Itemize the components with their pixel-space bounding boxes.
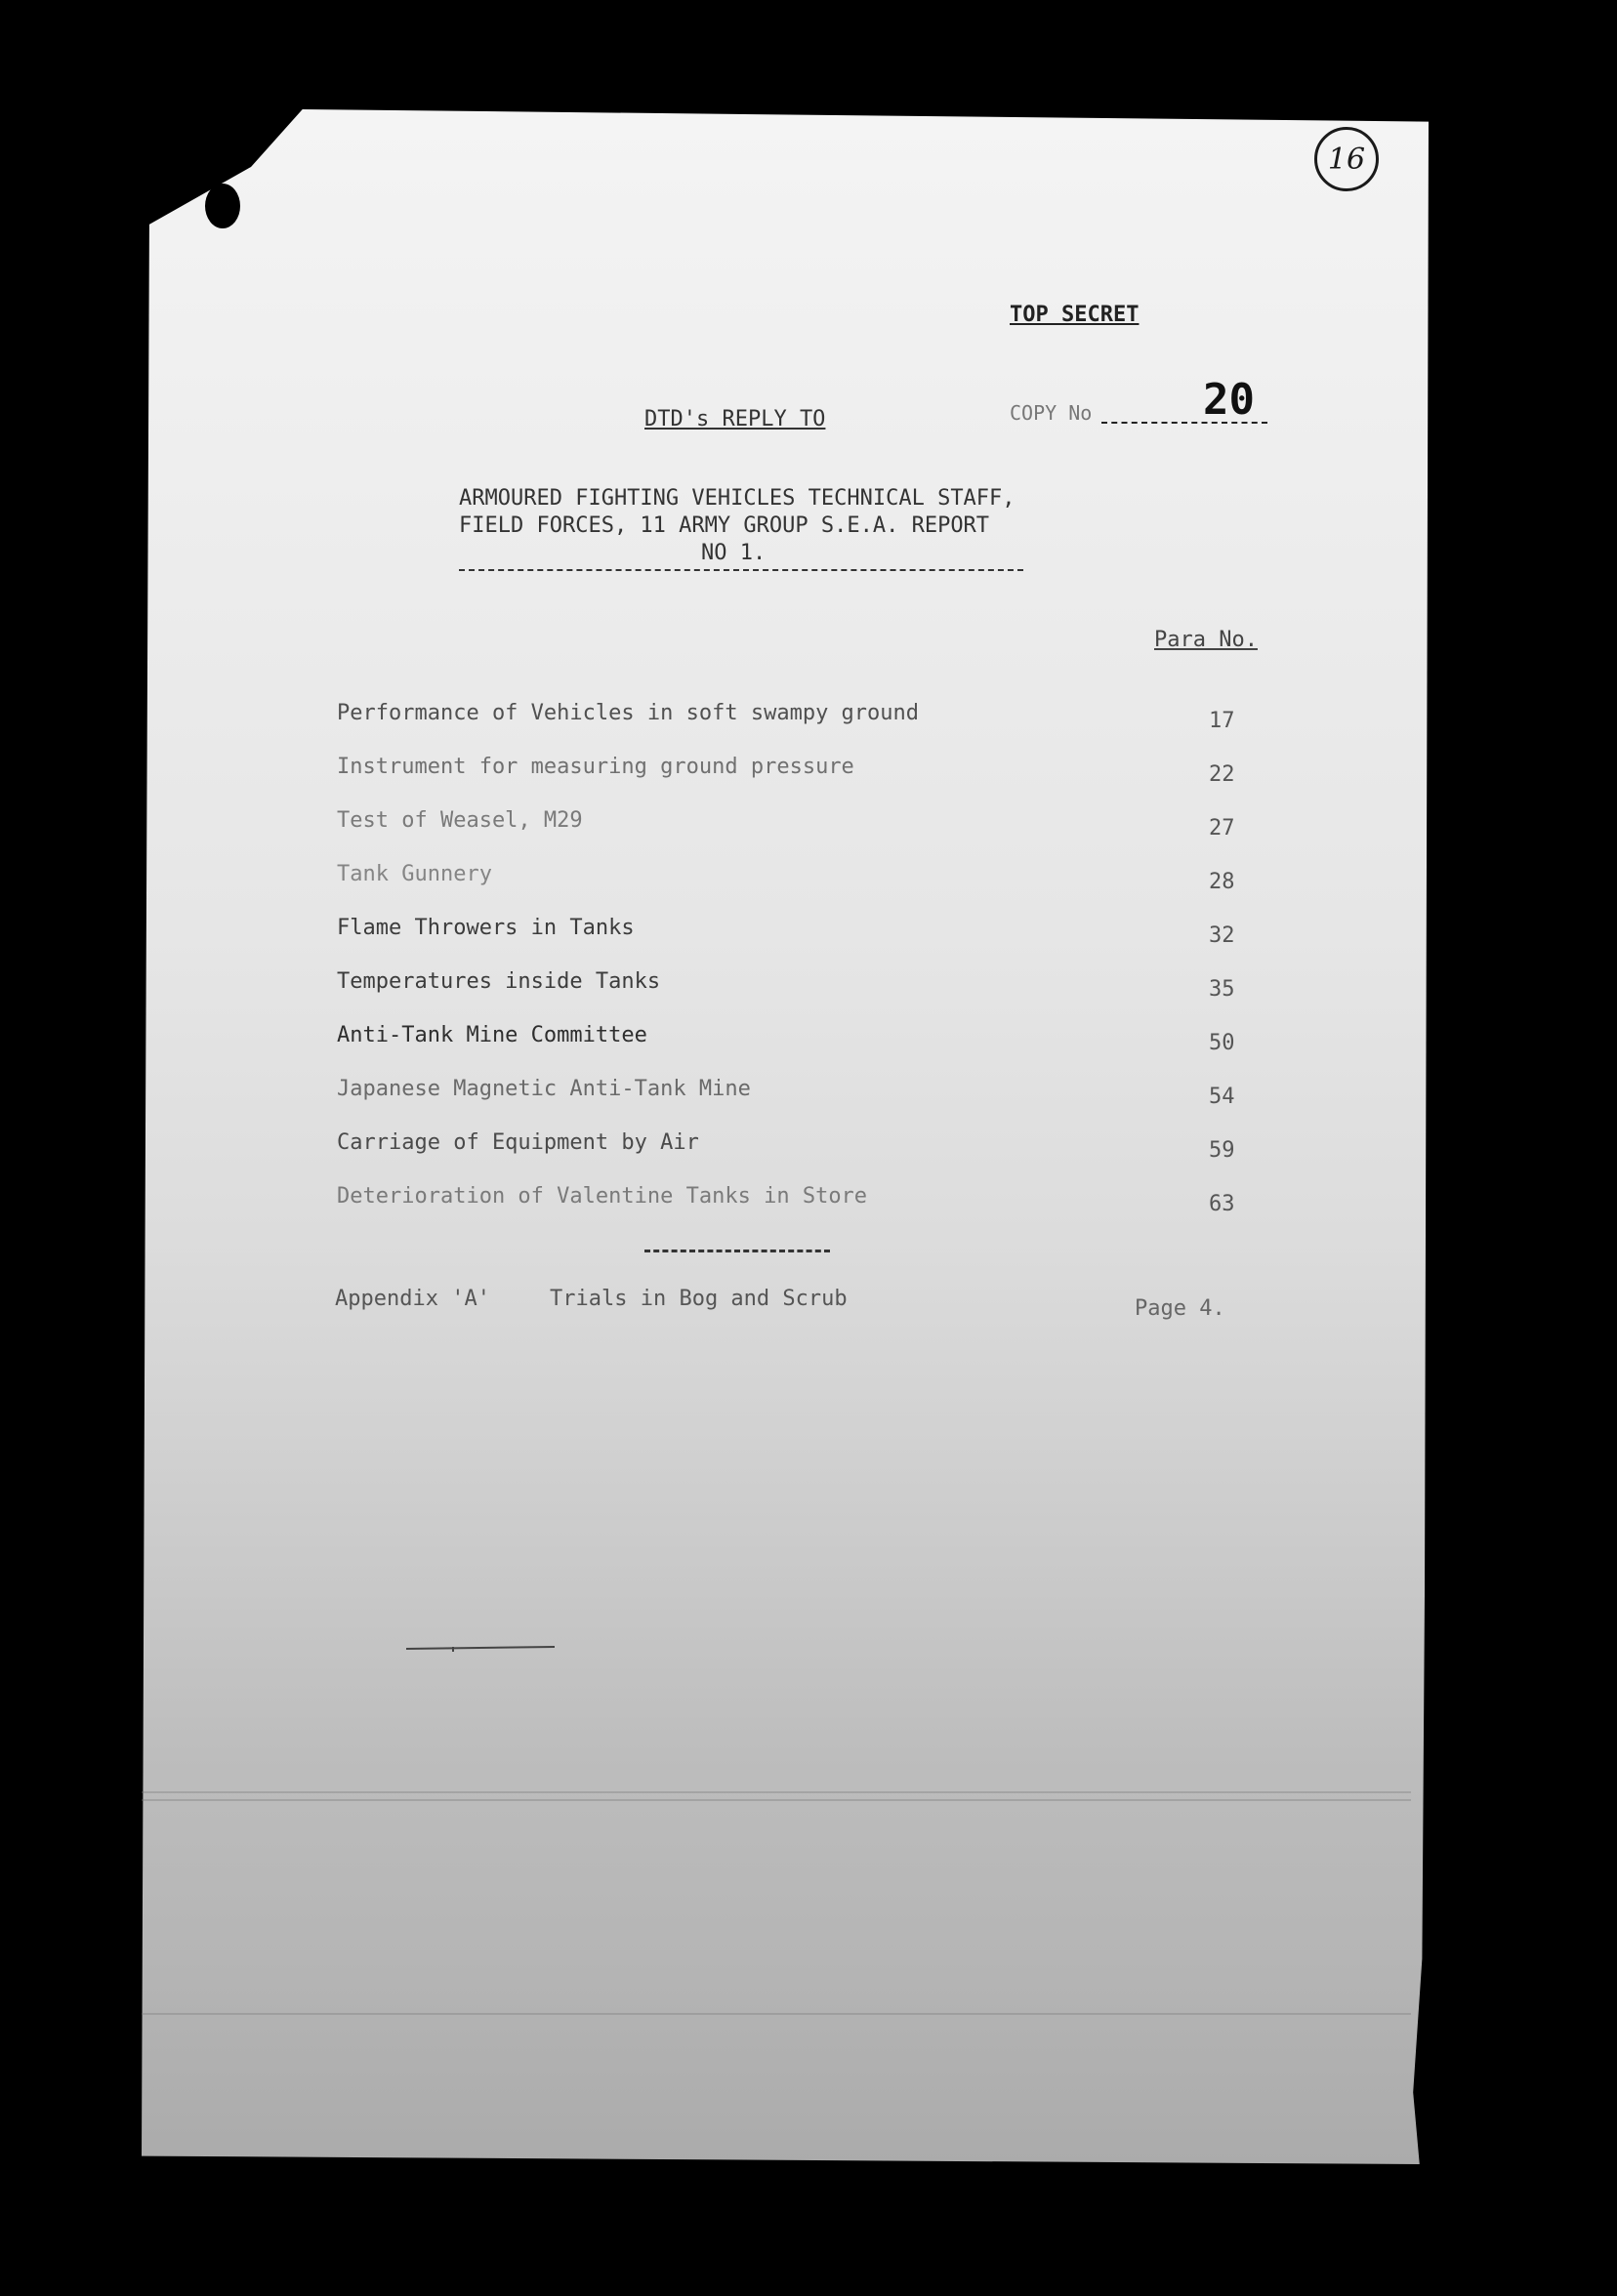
contents-para-number: 32	[1209, 923, 1235, 948]
report-title	[459, 485, 1016, 567]
contents-item	[337, 862, 1265, 916]
contents-item	[337, 755, 1265, 808]
contents-item	[337, 1077, 1265, 1130]
contents-subject: Instrument for measuring ground pressure	[337, 755, 854, 779]
contents-para-number: 35	[1209, 977, 1235, 1002]
classification-mark: TOP SECRET	[1010, 303, 1140, 327]
title-underline	[459, 569, 1023, 571]
contents-para-number: 59	[1209, 1138, 1235, 1163]
contents-subject: Deterioration of Valentine Tanks in Store	[337, 1184, 868, 1209]
contents-subject: Tank Gunnery	[337, 862, 492, 886]
para-column-heading: Para No.	[1154, 628, 1258, 652]
contents-item	[337, 701, 1265, 755]
fold-line	[142, 1791, 1411, 1793]
contents-subject: Anti-Tank Mine Committee	[337, 1023, 647, 1047]
contents-subject: Flame Throwers in Tanks	[337, 916, 635, 940]
title-line-3: NO 1.	[701, 541, 767, 565]
fold-line	[142, 2013, 1411, 2015]
copy-number: 20	[1203, 375, 1255, 425]
contents-item	[337, 1184, 1265, 1238]
contents-subject: Performance of Vehicles in soft swampy ground	[337, 701, 920, 725]
contents-item	[337, 1130, 1265, 1184]
copy-label: COPY No	[1010, 401, 1093, 425]
contents-list	[337, 701, 1265, 1238]
appendix-page: Page 4.	[1135, 1296, 1225, 1321]
contents-para-number: 17	[1209, 709, 1235, 733]
contents-para-number: 63	[1209, 1192, 1235, 1216]
contents-para-number: 50	[1209, 1031, 1235, 1055]
section-separator	[644, 1250, 830, 1252]
punch-hole	[205, 184, 240, 228]
contents-item	[337, 808, 1265, 862]
contents-para-number: 22	[1209, 762, 1235, 787]
pen-mark	[406, 1645, 555, 1653]
appendix-title: Trials in Bog and Scrub	[550, 1287, 848, 1311]
contents-para-number: 54	[1209, 1085, 1235, 1109]
contents-subject: Temperatures inside Tanks	[337, 969, 661, 994]
contents-item	[337, 969, 1265, 1023]
contents-item	[337, 916, 1265, 969]
appendix-label: Appendix 'A'	[335, 1287, 490, 1311]
contents-item	[337, 1023, 1265, 1077]
fold-line	[142, 1799, 1411, 1801]
title-line-1: ARMOURED FIGHTING VEHICLES TECHNICAL STAFF,	[459, 486, 1016, 511]
contents-subject: Japanese Magnetic Anti-Tank Mine	[337, 1077, 751, 1101]
reply-heading: DTD's REPLY TO	[644, 407, 826, 431]
contents-subject: Carriage of Equipment by Air	[337, 1130, 699, 1155]
handwritten-page-number: 16	[1314, 127, 1379, 191]
contents-para-number: 27	[1209, 816, 1235, 840]
contents-subject: Test of Weasel, M29	[337, 808, 583, 833]
contents-para-number: 28	[1209, 870, 1235, 894]
title-line-2: FIELD FORCES, 11 ARMY GROUP S.E.A. REPORT	[459, 513, 990, 538]
